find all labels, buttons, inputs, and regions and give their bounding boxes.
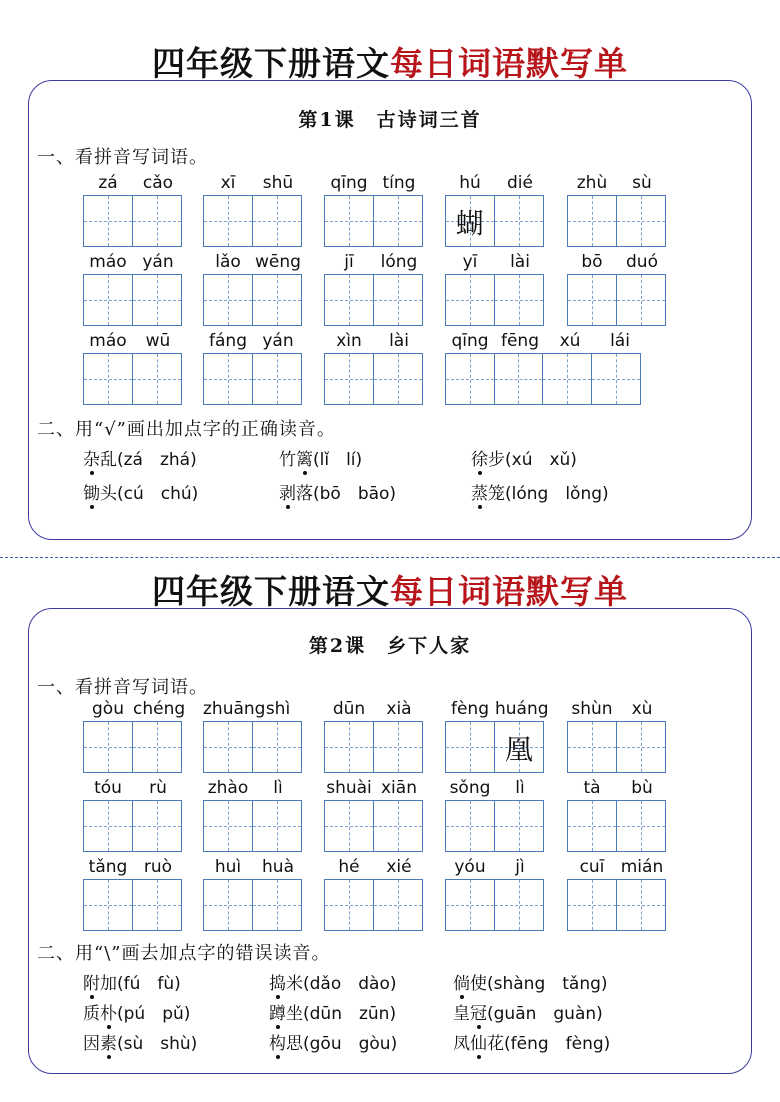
- writing-grid[interactable]: [445, 879, 544, 931]
- pinyin-label: [203, 252, 303, 272]
- tianzige-cell[interactable]: [495, 196, 544, 246]
- reading-item: [83, 1029, 197, 1054]
- reading-options[interactable]: (fú fù): [117, 974, 181, 994]
- pinyin-label: [83, 252, 183, 272]
- writing-grid[interactable]: [203, 879, 302, 931]
- pinyin-syllable: zhào: [207, 778, 249, 798]
- tianzige-cell[interactable]: [84, 275, 133, 325]
- tianzige-cell[interactable]: [495, 880, 544, 930]
- dotted-character: 篱: [296, 445, 313, 470]
- pinyin-syllable: tóu: [94, 778, 122, 798]
- pinyin-label: [445, 857, 545, 877]
- char-after: 笼: [488, 484, 505, 504]
- given-character: 凰: [504, 733, 533, 766]
- pinyin-syllable: fèng: [450, 699, 489, 719]
- writing-grid[interactable]: [445, 721, 544, 773]
- pinyin-syllable: zá: [98, 173, 118, 193]
- reading-options[interactable]: (dūn zūn): [303, 1004, 397, 1024]
- tianzige-cell[interactable]: [253, 354, 302, 404]
- pinyin-syllable: huà: [262, 857, 294, 877]
- tianzige-cell[interactable]: [253, 801, 302, 851]
- pinyin-syllable: xiān: [381, 778, 417, 798]
- dotted-character: 冠: [470, 999, 487, 1024]
- pinyin-label: [567, 778, 667, 798]
- tianzige-cell[interactable]: [617, 880, 666, 930]
- tianzige-cell[interactable]: [495, 354, 544, 404]
- char-after: 头: [100, 484, 117, 504]
- pinyin-syllable: dié: [507, 173, 533, 193]
- reading-options[interactable]: (gōu gòu): [303, 1034, 398, 1054]
- tianzige-cell[interactable]: [374, 722, 423, 772]
- writing-grid[interactable]: [83, 800, 182, 852]
- pinyin-label: [445, 173, 545, 193]
- pinyin-syllable: yán: [142, 252, 174, 272]
- reading-item: [269, 1029, 397, 1054]
- writing-grid[interactable]: [567, 800, 666, 852]
- dotted-character: 倘: [453, 969, 470, 994]
- writing-grid[interactable]: [83, 353, 182, 405]
- pinyin-label: [83, 173, 183, 193]
- word-characters: [269, 974, 303, 994]
- dotted-character: 构: [269, 1029, 286, 1054]
- char-after: 落: [296, 484, 313, 504]
- pinyin-syllable: xié: [386, 857, 412, 877]
- reading-options[interactable]: (guān guàn): [487, 1004, 603, 1024]
- pinyin-syllable: xìn: [336, 331, 362, 351]
- pinyin-syllable: lì: [515, 778, 525, 798]
- pinyin-syllable: lì: [273, 778, 283, 798]
- tianzige-cell[interactable]: [84, 196, 133, 246]
- writing-grid[interactable]: [203, 353, 302, 405]
- pinyin-syllable: huáng: [495, 699, 549, 719]
- dotted-character: 锄: [83, 479, 100, 504]
- word-characters: [269, 1034, 303, 1054]
- char-after: 乱: [100, 450, 117, 470]
- pinyin-syllable: jì: [515, 857, 525, 877]
- tianzige-cell[interactable]: [133, 880, 182, 930]
- pinyin-syllable: zhù: [576, 173, 608, 193]
- tianzige-cell[interactable]: [253, 196, 302, 246]
- tianzige-cell[interactable]: [204, 354, 253, 404]
- sheet2-title-red: 每日词语默写单: [390, 572, 628, 611]
- pinyin-syllable: fēng: [500, 331, 539, 351]
- reading-options[interactable]: (dǎo dào): [303, 974, 397, 994]
- pinyin-syllable: xī: [220, 173, 236, 193]
- pinyin-label: [83, 699, 186, 719]
- pinyin-label: [324, 778, 424, 798]
- writing-grid[interactable]: [324, 274, 423, 326]
- reading-item: [471, 445, 577, 470]
- char-after: 加: [100, 974, 117, 994]
- tianzige-cell[interactable]: [446, 722, 495, 772]
- pinyin-label: [445, 331, 645, 351]
- tianzige-cell[interactable]: [253, 722, 302, 772]
- reading-item: [83, 445, 197, 470]
- pinyin-label: [324, 857, 424, 877]
- pinyin-syllable: tíng: [382, 173, 416, 193]
- writing-grid[interactable]: [567, 195, 666, 247]
- tianzige-cell[interactable]: [374, 880, 423, 930]
- pinyin-syllable: sǒng: [449, 778, 491, 798]
- pinyin-syllable: chéng: [133, 699, 186, 719]
- tianzige-cell[interactable]: [253, 880, 302, 930]
- pinyin-label: [324, 252, 424, 272]
- dotted-character: 剥: [279, 479, 296, 504]
- reading-options[interactable]: (bō bāo): [313, 484, 397, 504]
- writing-grid[interactable]: [203, 721, 302, 773]
- tianzige-cell[interactable]: [133, 275, 182, 325]
- pinyin-syllable: qīng: [330, 173, 368, 193]
- char-after: 坐: [286, 1004, 303, 1024]
- pinyin-syllable: yóu: [454, 857, 486, 877]
- pinyin-syllable: ruò: [143, 857, 173, 877]
- pinyin-syllable: fáng: [209, 331, 247, 351]
- pinyin-label: [445, 252, 545, 272]
- dotted-character: 仙: [470, 1029, 487, 1054]
- char-before: 质: [83, 1004, 100, 1024]
- tianzige-cell[interactable]: [495, 801, 544, 851]
- tianzige-cell[interactable]: [84, 354, 133, 404]
- tianzige-cell[interactable]: [495, 722, 544, 772]
- pinyin-label: [567, 857, 667, 877]
- reading-item: [269, 969, 396, 994]
- word-characters: [453, 974, 487, 994]
- pinyin-label: [83, 857, 183, 877]
- pinyin-syllable: máo: [89, 331, 127, 351]
- pinyin-label: [203, 699, 303, 719]
- pinyin-syllable: wēng: [255, 252, 301, 272]
- char-after: 使: [470, 974, 487, 994]
- pinyin-syllable: shū: [262, 173, 294, 193]
- word-characters: [83, 450, 117, 470]
- writing-grid[interactable]: [445, 800, 544, 852]
- pinyin-syllable: bù: [631, 778, 653, 798]
- tianzige-cell[interactable]: [568, 275, 617, 325]
- writing-grid[interactable]: [83, 721, 182, 773]
- writing-grid[interactable]: [445, 353, 641, 405]
- tianzige-cell[interactable]: [446, 801, 495, 851]
- pinyin-label: [567, 173, 667, 193]
- pinyin-label: [567, 252, 667, 272]
- tianzige-cell[interactable]: [446, 275, 495, 325]
- char-before: 因: [83, 1034, 100, 1054]
- sheet1-title-red: 每日词语默写单: [390, 44, 628, 83]
- pinyin-syllable: jī: [344, 252, 354, 272]
- reading-options[interactable]: (pú pǔ): [117, 1004, 191, 1024]
- pinyin-label: [445, 778, 545, 798]
- reading-item: [83, 969, 181, 994]
- char-before: 皇: [453, 1004, 470, 1024]
- word-characters: [471, 450, 505, 470]
- pinyin-syllable: duó: [626, 252, 658, 272]
- tianzige-cell[interactable]: [495, 275, 544, 325]
- reading-options[interactable]: (xú xǔ): [505, 450, 577, 470]
- char-before: 竹: [279, 450, 296, 470]
- char-after: 米: [286, 974, 303, 994]
- given-character: 蝴: [455, 207, 484, 240]
- tianzige-cell[interactable]: [374, 275, 423, 325]
- tianzige-cell[interactable]: [325, 880, 374, 930]
- pinyin-label: [203, 778, 303, 798]
- reading-options[interactable]: (zá zhá): [117, 450, 197, 470]
- writing-grid[interactable]: [324, 800, 423, 852]
- writing-grid[interactable]: [83, 274, 182, 326]
- pinyin-syllable: shì: [265, 699, 291, 719]
- writing-grid[interactable]: [445, 274, 544, 326]
- writing-grid[interactable]: [324, 721, 423, 773]
- writing-grid[interactable]: [83, 195, 182, 247]
- pinyin-label: [324, 331, 424, 351]
- reading-item: [279, 479, 396, 504]
- cut-line-divider: [0, 557, 780, 558]
- tianzige-cell[interactable]: [253, 275, 302, 325]
- dotted-character: 杂: [83, 445, 100, 470]
- pinyin-syllable: lóng: [380, 252, 418, 272]
- reading-options[interactable]: (fēng fèng): [504, 1034, 611, 1054]
- tianzige-cell[interactable]: [204, 801, 253, 851]
- sheet2-section2-heading: 二、用“\”画去加点字的错误读音。: [37, 943, 331, 964]
- word-characters: [279, 484, 313, 504]
- dotted-character: 徐: [471, 445, 488, 470]
- writing-grid[interactable]: [567, 879, 666, 931]
- tianzige-cell[interactable]: [617, 722, 666, 772]
- tianzige-cell[interactable]: [446, 354, 495, 404]
- pinyin-syllable: bō: [581, 252, 603, 272]
- tianzige-cell[interactable]: [204, 275, 253, 325]
- pinyin-label: [203, 857, 303, 877]
- pinyin-syllable: xú: [559, 331, 581, 351]
- pinyin-label: [203, 173, 303, 193]
- pinyin-syllable: lài: [510, 252, 530, 272]
- word-characters: [83, 974, 117, 994]
- sheet1-section2-heading: 二、用“√”画出加点字的正确读音。: [37, 419, 336, 440]
- tianzige-cell[interactable]: [374, 354, 423, 404]
- writing-grid[interactable]: [445, 195, 544, 247]
- tianzige-cell[interactable]: [133, 196, 182, 246]
- sheet1-title: [0, 38, 780, 85]
- reading-item: [279, 445, 362, 470]
- writing-grid[interactable]: [83, 879, 182, 931]
- pinyin-label: [83, 331, 183, 351]
- sheet1-section1-heading: 一、看拼音写词语。: [37, 147, 208, 168]
- sheet2-lesson-title: 第2课 乡下人家: [308, 635, 472, 657]
- pinyin-syllable: xù: [631, 699, 653, 719]
- pinyin-label: [445, 699, 549, 719]
- tianzige-cell[interactable]: [84, 801, 133, 851]
- pinyin-syllable: lái: [610, 331, 630, 351]
- tianzige-cell[interactable]: [617, 275, 666, 325]
- tianzige-cell[interactable]: [84, 722, 133, 772]
- word-characters: [279, 450, 313, 470]
- tianzige-cell[interactable]: [325, 722, 374, 772]
- pinyin-label: [324, 699, 424, 719]
- word-characters: [453, 1004, 487, 1024]
- tianzige-cell[interactable]: [568, 196, 617, 246]
- tianzige-cell[interactable]: [133, 801, 182, 851]
- pinyin-syllable: shuài: [326, 778, 372, 798]
- reading-options[interactable]: (shàng tǎng): [487, 974, 608, 994]
- dotted-character: 蹲: [269, 999, 286, 1024]
- tianzige-cell[interactable]: [374, 801, 423, 851]
- dotted-character: 朴: [100, 999, 117, 1024]
- pinyin-syllable: cuī: [579, 857, 605, 877]
- sheet1-panel: [28, 80, 752, 540]
- tianzige-cell[interactable]: [617, 801, 666, 851]
- pinyin-syllable: cǎo: [142, 173, 174, 193]
- reading-options[interactable]: (sù shù): [117, 1034, 198, 1054]
- pinyin-syllable: yī: [462, 252, 478, 272]
- pinyin-label: [83, 778, 183, 798]
- tianzige-cell[interactable]: [446, 196, 495, 246]
- sheet2-panel: [28, 608, 752, 1074]
- tianzige-cell[interactable]: [325, 354, 374, 404]
- reading-item: [269, 999, 396, 1024]
- tianzige-cell[interactable]: [568, 722, 617, 772]
- writing-grid[interactable]: [324, 353, 423, 405]
- dotted-character: 附: [83, 969, 100, 994]
- reading-options[interactable]: (lǐ lí): [313, 450, 363, 470]
- sheet2-section1-heading: 一、看拼音写词语。: [37, 677, 208, 698]
- writing-grid[interactable]: [324, 879, 423, 931]
- reading-options[interactable]: (lóng lǒng): [505, 484, 609, 504]
- pinyin-syllable: hú: [459, 173, 481, 193]
- word-characters: [83, 484, 117, 504]
- pinyin-syllable: hé: [338, 857, 360, 877]
- word-characters: [83, 1034, 117, 1054]
- reading-item: [453, 999, 603, 1024]
- dotted-character: 捣: [269, 969, 286, 994]
- writing-grid[interactable]: [203, 274, 302, 326]
- tianzige-cell[interactable]: [133, 722, 182, 772]
- tianzige-cell[interactable]: [204, 722, 253, 772]
- dotted-character: 蒸: [471, 479, 488, 504]
- pinyin-syllable: gòu: [92, 699, 124, 719]
- writing-grid[interactable]: [324, 195, 423, 247]
- reading-item: [453, 1029, 610, 1054]
- tianzige-cell[interactable]: [568, 801, 617, 851]
- tianzige-cell[interactable]: [543, 354, 592, 404]
- reading-item: [83, 999, 190, 1024]
- pinyin-syllable: xià: [386, 699, 412, 719]
- tianzige-cell[interactable]: [446, 880, 495, 930]
- writing-grid[interactable]: [203, 800, 302, 852]
- pinyin-syllable: dūn: [332, 699, 366, 719]
- word-characters: [83, 1004, 117, 1024]
- reading-item: [83, 479, 198, 504]
- dotted-character: 素: [100, 1029, 117, 1054]
- tianzige-cell[interactable]: [84, 880, 133, 930]
- char-after: 花: [487, 1034, 504, 1054]
- tianzige-cell[interactable]: [204, 880, 253, 930]
- char-before: 凤: [453, 1034, 470, 1054]
- pinyin-syllable: tǎng: [88, 857, 128, 877]
- writing-grid[interactable]: [567, 721, 666, 773]
- sheet1-lesson-title: 第1课 古诗词三首: [298, 109, 482, 131]
- pinyin-syllable: tà: [583, 778, 601, 798]
- pinyin-label: [324, 173, 424, 193]
- pinyin-syllable: wū: [145, 331, 171, 351]
- tianzige-cell[interactable]: [325, 801, 374, 851]
- tianzige-cell[interactable]: [325, 275, 374, 325]
- tianzige-cell[interactable]: [133, 354, 182, 404]
- reading-item: [471, 479, 609, 504]
- pinyin-label: [203, 331, 303, 351]
- pinyin-syllable: zhuāng: [203, 699, 266, 719]
- pinyin-syllable: rù: [149, 778, 167, 798]
- tianzige-cell[interactable]: [374, 196, 423, 246]
- writing-grid[interactable]: [567, 274, 666, 326]
- word-characters: [471, 484, 505, 504]
- tianzige-cell[interactable]: [204, 196, 253, 246]
- pinyin-syllable: máo: [89, 252, 127, 272]
- pinyin-syllable: shùn: [571, 699, 613, 719]
- sheet1-title-black: 四年级下册语文: [152, 44, 390, 83]
- sheet2-title-black: 四年级下册语文: [152, 572, 390, 611]
- word-characters: [453, 1034, 504, 1054]
- char-after: 思: [286, 1034, 303, 1054]
- pinyin-syllable: lài: [389, 331, 409, 351]
- tianzige-cell[interactable]: [617, 196, 666, 246]
- pinyin-syllable: qīng: [451, 331, 489, 351]
- tianzige-cell[interactable]: [325, 196, 374, 246]
- reading-options[interactable]: (cú chú): [117, 484, 199, 504]
- pinyin-syllable: lǎo: [215, 252, 241, 272]
- pinyin-label: [567, 699, 667, 719]
- sheet2-title: [0, 566, 780, 613]
- writing-grid[interactable]: [203, 195, 302, 247]
- pinyin-syllable: huì: [214, 857, 242, 877]
- reading-item: [453, 969, 608, 994]
- pinyin-syllable: mián: [620, 857, 664, 877]
- char-after: 步: [488, 450, 505, 470]
- tianzige-cell[interactable]: [592, 354, 641, 404]
- pinyin-syllable: yán: [262, 331, 294, 351]
- tianzige-cell[interactable]: [568, 880, 617, 930]
- word-characters: [269, 1004, 303, 1024]
- pinyin-syllable: sù: [632, 173, 652, 193]
